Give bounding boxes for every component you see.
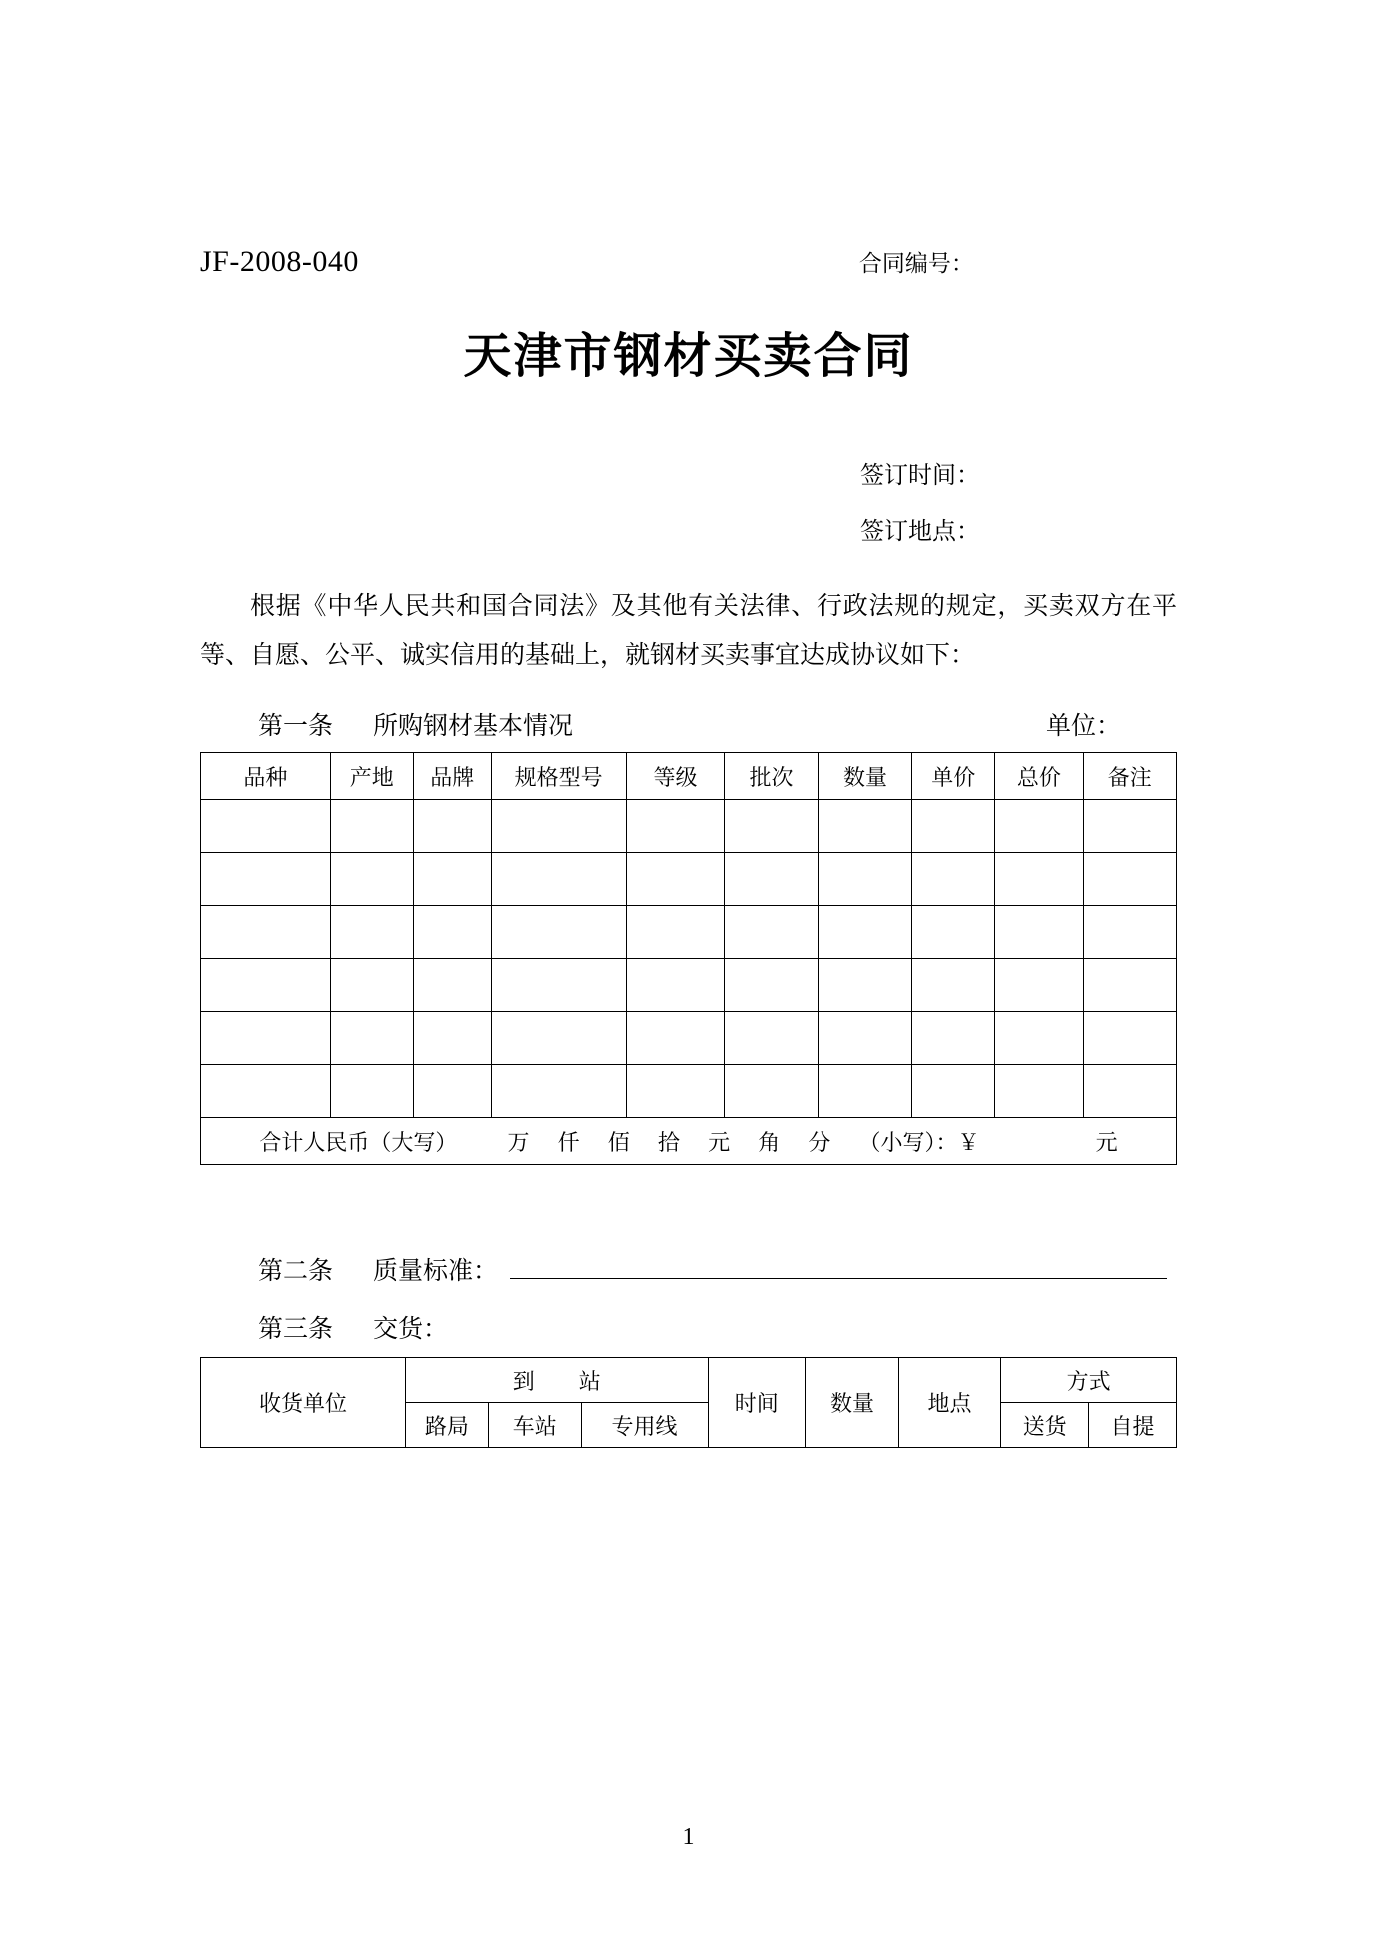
cell[interactable] <box>912 1012 995 1065</box>
table-row[interactable] <box>201 1065 1177 1118</box>
cell[interactable] <box>725 1012 818 1065</box>
cell[interactable] <box>413 906 491 959</box>
clause-three-number: 第三条 <box>258 1315 334 1343</box>
unit-jiao: 角 <box>758 1129 781 1155</box>
cell[interactable] <box>491 1012 626 1065</box>
cell[interactable] <box>330 1065 413 1118</box>
delivery-col-method: 方式 <box>1001 1358 1177 1403</box>
cell[interactable] <box>912 1065 995 1118</box>
cell[interactable] <box>330 959 413 1012</box>
unit-label: 单位： <box>1045 712 1121 740</box>
delivery-col-deliver: 送货 <box>1001 1403 1089 1448</box>
unit-wan: 万 <box>507 1129 530 1155</box>
cell[interactable] <box>491 906 626 959</box>
total-suffix: （小写）：￥ <box>858 1129 980 1155</box>
cell[interactable] <box>626 853 725 906</box>
cell[interactable] <box>995 1065 1083 1118</box>
goods-col-0: 品种 <box>201 753 331 800</box>
table-row[interactable] <box>201 853 1177 906</box>
goods-col-6: 数量 <box>818 753 911 800</box>
clause-one-heading <box>200 706 1177 742</box>
goods-col-3: 规格型号 <box>491 753 626 800</box>
cell[interactable] <box>818 853 911 906</box>
goods-table <box>200 752 1177 1165</box>
delivery-col-special-line: 专用线 <box>581 1403 708 1448</box>
cell[interactable] <box>912 853 995 906</box>
intro-paragraph: 根据《中华人民共和国合同法》及其他有关法律、行政法规的规定，买卖双方在平等、自愿、公平、诚实信用的基础上，就钢材买卖事宜达成协议如下： <box>200 592 1177 669</box>
cell[interactable] <box>413 800 491 853</box>
cell[interactable] <box>491 1065 626 1118</box>
unit-fen: 分 <box>808 1129 831 1155</box>
clause-three-heading <box>200 1309 1177 1345</box>
cell[interactable] <box>912 906 995 959</box>
cell[interactable] <box>626 800 725 853</box>
cell[interactable] <box>330 853 413 906</box>
delivery-col-railway-bureau: 路局 <box>405 1403 488 1448</box>
unit-shi: 拾 <box>657 1129 680 1155</box>
cell[interactable] <box>912 959 995 1012</box>
cell[interactable] <box>413 853 491 906</box>
delivery-header-row-1 <box>201 1358 1177 1403</box>
document-code: JF-2008-040 <box>200 245 359 278</box>
cell[interactable] <box>626 906 725 959</box>
delivery-table <box>200 1357 1177 1448</box>
page-title: 天津市钢材买卖合同 <box>463 330 914 383</box>
cell[interactable] <box>912 800 995 853</box>
cell[interactable] <box>818 959 911 1012</box>
cell[interactable] <box>413 1065 491 1118</box>
cell[interactable] <box>201 1065 331 1118</box>
goods-col-2: 品牌 <box>413 753 491 800</box>
cell[interactable] <box>1083 800 1177 853</box>
cell[interactable] <box>1083 1012 1177 1065</box>
cell[interactable] <box>201 959 331 1012</box>
cell[interactable] <box>201 1012 331 1065</box>
cell[interactable] <box>626 1065 725 1118</box>
total-amount-cell[interactable] <box>201 1118 1177 1165</box>
delivery-col-quantity: 数量 <box>806 1358 899 1448</box>
cell[interactable] <box>818 1012 911 1065</box>
cell[interactable] <box>491 800 626 853</box>
delivery-col-selfpickup: 自提 <box>1089 1403 1177 1448</box>
cell[interactable] <box>491 853 626 906</box>
cell[interactable] <box>1083 1065 1177 1118</box>
cell[interactable] <box>1083 853 1177 906</box>
sign-time-label: 签订时间： <box>860 462 980 489</box>
cell[interactable] <box>201 853 331 906</box>
page-number: 1 <box>682 1824 695 1850</box>
clause-two-heading <box>200 1251 1177 1287</box>
cell[interactable] <box>330 906 413 959</box>
delivery-col-receiver: 收货单位 <box>201 1358 406 1448</box>
clause-two-title: 质量标准： <box>373 1257 499 1285</box>
table-row[interactable] <box>201 1012 1177 1065</box>
cell[interactable] <box>201 800 331 853</box>
cell[interactable] <box>413 1012 491 1065</box>
cell[interactable] <box>626 1012 725 1065</box>
table-row[interactable] <box>201 906 1177 959</box>
cell[interactable] <box>725 959 818 1012</box>
contract-number-label: 合同编号： <box>858 250 974 276</box>
quality-standard-field[interactable] <box>510 1252 1167 1279</box>
unit-bai: 佰 <box>607 1129 630 1155</box>
goods-col-4: 等级 <box>626 753 725 800</box>
cell[interactable] <box>995 1012 1083 1065</box>
cell[interactable] <box>995 906 1083 959</box>
cell[interactable] <box>818 800 911 853</box>
cell[interactable] <box>413 959 491 1012</box>
total-tail: 元 <box>1095 1129 1118 1155</box>
goods-col-7: 单价 <box>912 753 995 800</box>
cell[interactable] <box>201 906 331 959</box>
delivery-col-arrival: 到 站 <box>405 1358 708 1403</box>
cell[interactable] <box>818 1065 911 1118</box>
cell[interactable] <box>1083 959 1177 1012</box>
sign-place-label: 签订地点： <box>860 518 980 545</box>
clause-one-number: 第一条 <box>258 712 334 740</box>
cell[interactable] <box>725 906 818 959</box>
cell[interactable] <box>725 853 818 906</box>
signing-meta <box>200 448 1177 560</box>
clause-one-title: 所购钢材基本情况 <box>373 712 574 740</box>
delivery-col-station: 车站 <box>488 1403 581 1448</box>
delivery-col-place: 地点 <box>898 1358 1000 1448</box>
goods-col-5: 批次 <box>725 753 818 800</box>
cell[interactable] <box>491 959 626 1012</box>
goods-col-8: 总价 <box>995 753 1083 800</box>
cell[interactable] <box>330 1012 413 1065</box>
cell[interactable] <box>818 906 911 959</box>
goods-col-9: 备注 <box>1083 753 1177 800</box>
cell[interactable] <box>725 800 818 853</box>
cell[interactable] <box>995 959 1083 1012</box>
table-row[interactable] <box>201 959 1177 1012</box>
delivery-col-time: 时间 <box>708 1358 806 1448</box>
table-row[interactable] <box>201 800 1177 853</box>
cell[interactable] <box>1083 906 1177 959</box>
clause-three-title: 交货： <box>373 1315 449 1343</box>
cell[interactable] <box>330 800 413 853</box>
cell[interactable] <box>995 853 1083 906</box>
cell[interactable] <box>995 800 1083 853</box>
total-prefix: 合计人民币（大写） <box>259 1129 458 1155</box>
cell[interactable] <box>626 959 725 1012</box>
unit-yuan: 元 <box>708 1129 731 1155</box>
clause-two-number: 第二条 <box>258 1257 334 1285</box>
unit-qian: 仟 <box>557 1129 580 1155</box>
goods-table-header-row <box>201 753 1177 800</box>
document-header <box>200 0 1177 279</box>
goods-col-1: 产地 <box>330 753 413 800</box>
total-amount-row[interactable] <box>201 1118 1177 1165</box>
cell[interactable] <box>725 1065 818 1118</box>
